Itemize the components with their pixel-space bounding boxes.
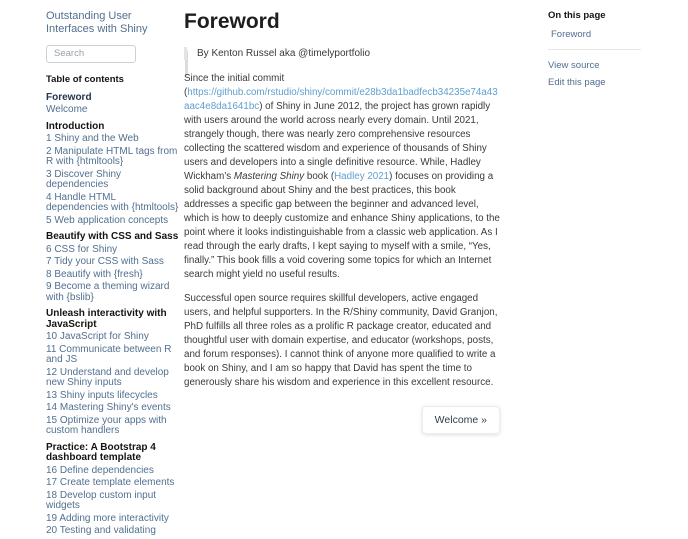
byline-blockquote [184,47,502,60]
page-title: Foreword [184,10,280,33]
search-input[interactable] [46,45,136,63]
byline-text: By Kenton Russel aka @timelyportfolio [197,48,371,59]
toc-item[interactable]: 6 CSS for Shiny [46,243,118,255]
toc-item[interactable]: 4 Handle HTML dependencies with {htmltools} [46,191,179,214]
toc-item[interactable]: Welcome [46,104,88,116]
body-text: Successful open source requires skillful developers, active engaged users, and helpful supporters. In the R/Shiny community, David Granjon, PhD fulfills all three roles as a prolific R package creator, educated and thoughtful user with domain expertise, and educator (workshops, posts, and forum responses). I cannot think of anyone more qualified to write a book on Shiny, and I am so happy that David has spent the time to generously share his wisdom and experience in this excellent resource. [184,293,498,388]
toc-item[interactable]: 17 Create template elements [46,477,175,489]
toc-item[interactable]: 19 Adding more interactivity [46,512,169,524]
toc-item[interactable]: 12 Understand and develop new Shiny inputs [46,366,169,389]
view-source-link[interactable]: View source [548,60,600,71]
on-this-page-sidebar [548,10,641,94]
toc-item[interactable]: Foreword [46,91,92,103]
on-this-page-heading: On this page [548,10,606,21]
next-page-nav [184,406,502,434]
toc-item[interactable]: 10 JavaScript for Shiny [46,331,149,343]
emphasized-text: Mastering Shiny [233,171,305,182]
edit-page-link[interactable]: Edit this page [548,77,606,88]
toc-heading: Table of contents [46,73,124,85]
toc-item[interactable]: 3 Discover Shiny dependencies [46,168,122,191]
toc-item[interactable]: 9 Become a theming wizard with {bslib} [46,281,170,303]
toc-part-header: Unleash interactivity with JavaScript [46,308,167,330]
paragraph-2 [184,292,502,390]
toc-item[interactable]: 14 Mastering Shiny's events [46,402,171,414]
toc-item[interactable]: 2 Manipulate HTML tags from R with {htmltools} [46,145,178,168]
sidebar [46,10,179,539]
toc-item[interactable]: 8 Beautify with {fresh} [46,268,143,280]
toc-item[interactable]: 18 Develop custom input widgets [46,489,157,512]
body-text: book ( [304,171,335,182]
toc-item[interactable]: 20 Testing and validating [46,525,156,537]
body-text: Since the initial commit ( [184,73,285,98]
inline-link[interactable]: https://github.com/rstudio/shiny/commit/e28b3da1badfecb34235e74a43aac4e8da1641bc [184,87,498,112]
toc-part-header: Beautify with CSS and Sass [46,231,179,243]
toc-part-header: Practice: A Bootstrap 4 dashboard template [46,441,156,464]
toc-item[interactable]: 11 Communicate between R and JS [46,343,172,366]
toc-item[interactable]: 1 Shiny and the Web [46,133,139,145]
toc-item[interactable]: 5 Web application concepts [46,214,169,226]
toc-item[interactable]: 15 Optimize your apps with custom handlers [46,414,167,437]
on-this-page-link[interactable]: Foreword [551,29,592,40]
inline-link[interactable]: Hadley 2021 [334,171,390,182]
toc-item[interactable]: 13 Shiny inputs lifecycles [46,389,158,401]
divider [548,49,641,50]
paragraph-1 [184,72,502,282]
toc-item[interactable]: 16 Define dependencies [46,464,154,476]
toc-part-header: Introduction [46,120,105,132]
toc-nav [46,93,179,537]
body-text: ) focuses on providing a solid background about Shiny and the best practices, this book addresses a specific gap between the beginner and advanced level, which is how to deeply customize and enhance Shiny applications, to the point where it looks indistinguishable from a classic web application. As I read through the early drafts, I kept saying to myself with a smile, “Yes, finally.” This book fills a void covering some topics for which an Internet search might yield no useful results. [184,171,500,280]
next-page-button[interactable]: Welcome » [422,406,500,434]
toc-item[interactable]: 7 Tidy your CSS with Sass [46,256,164,268]
book-title-link[interactable]: Outstanding User Interfaces with Shiny [46,10,148,35]
on-this-page-nav [548,29,641,40]
body-text: ) of Shiny in June 2012, the project has grown rapidly with users around the world across nearly every domain. Until 2021, strangely though, there was nearly zero comprehensive resources collecting the scattered wisdom and experience of thousands of Shiny users and developers into a single definitive resource. While, Hadley Wickham’s [184,101,491,182]
main-content [184,10,502,434]
